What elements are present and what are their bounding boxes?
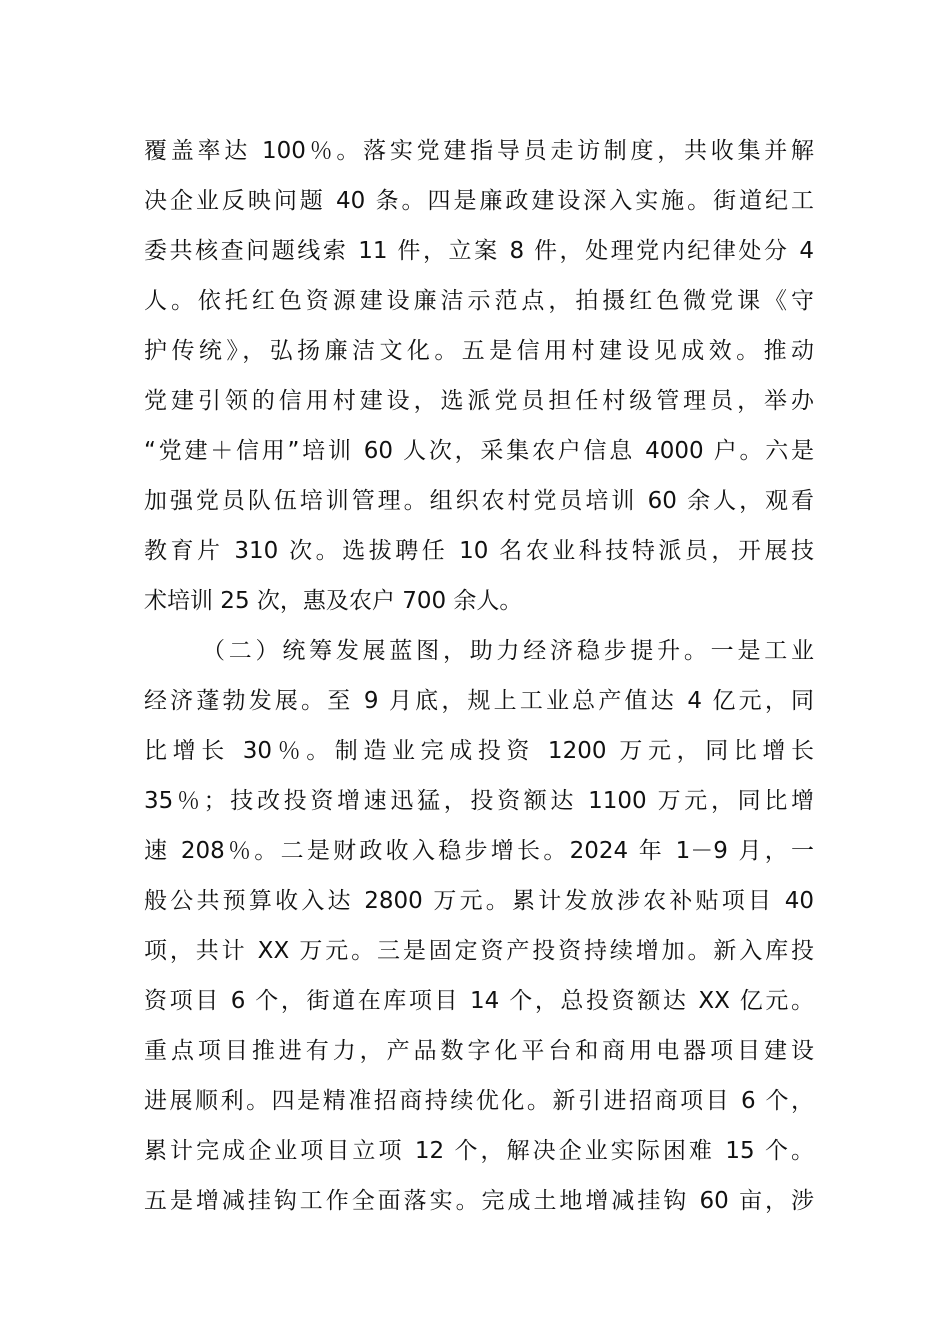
text-line: “党建＋信用”培训 60 人次，采集农户信息 4000 户。六是 bbox=[144, 438, 814, 464]
text-line: 委共核查问题线索 11 件，立案 8 件，处理党内纪律处分 4 bbox=[144, 238, 814, 264]
text-line: 五是增减挂钩工作全面落实。完成土地增减挂钩 60 亩，涉 bbox=[144, 1188, 814, 1214]
text-line: 覆盖率达 100％。落实党建指导员走访制度，共收集并解 bbox=[144, 138, 814, 164]
text-line: 党建引领的信用村建设，选派党员担任村级管理员，举办 bbox=[144, 388, 814, 414]
text-line: 加强党员队伍培训管理。组织农村党员培训 60 余人，观看 bbox=[144, 488, 814, 514]
text-line: 项，共计 XX 万元。三是固定资产投资持续增加。新入库投 bbox=[144, 938, 814, 964]
text-line: 比增长 30％。制造业完成投资 1200 万元，同比增长 bbox=[144, 738, 814, 764]
text-line: 般公共预算收入达 2800 万元。累计发放涉农补贴项目 40 bbox=[144, 888, 814, 914]
text-line: 护传统》，弘扬廉洁文化。五是信用村建设见成效。推动 bbox=[144, 338, 814, 364]
text-line: 人。依托红色资源建设廉洁示范点，拍摄红色微党课《守 bbox=[144, 288, 814, 314]
text-line: 资项目 6 个，街道在库项目 14 个，总投资额达 XX 亿元。 bbox=[144, 988, 814, 1014]
text-line: 教育片 310 次。选拔聘任 10 名农业科技特派员，开展技 bbox=[144, 538, 814, 564]
text-line: 速 208％。二是财政收入稳步增长。2024 年 1－9 月，一 bbox=[144, 838, 814, 864]
text-line: 35％；技改投资增速迅猛，投资额达 1100 万元，同比增 bbox=[144, 788, 814, 814]
section-heading-line: （二）统筹发展蓝图，助力经济稳步提升。一是工业 bbox=[202, 638, 814, 664]
text-line: 经济蓬勃发展。至 9 月底，规上工业总产值达 4 亿元，同 bbox=[144, 688, 814, 714]
text-line: 重点项目推进有力，产品数字化平台和商用电器项目建设 bbox=[144, 1038, 814, 1064]
document-body bbox=[144, 126, 814, 1226]
text-line: 进展顺利。四是精准招商持续优化。新引进招商项目 6 个， bbox=[144, 1088, 814, 1114]
text-line: 术培训 25 次，惠及农户 700 余人。 bbox=[144, 588, 523, 614]
text-line: 累计完成企业项目立项 12 个，解决企业实际困难 15 个。 bbox=[144, 1138, 814, 1164]
text-line: 决企业反映问题 40 条。四是廉政建设深入实施。街道纪工 bbox=[144, 188, 814, 214]
